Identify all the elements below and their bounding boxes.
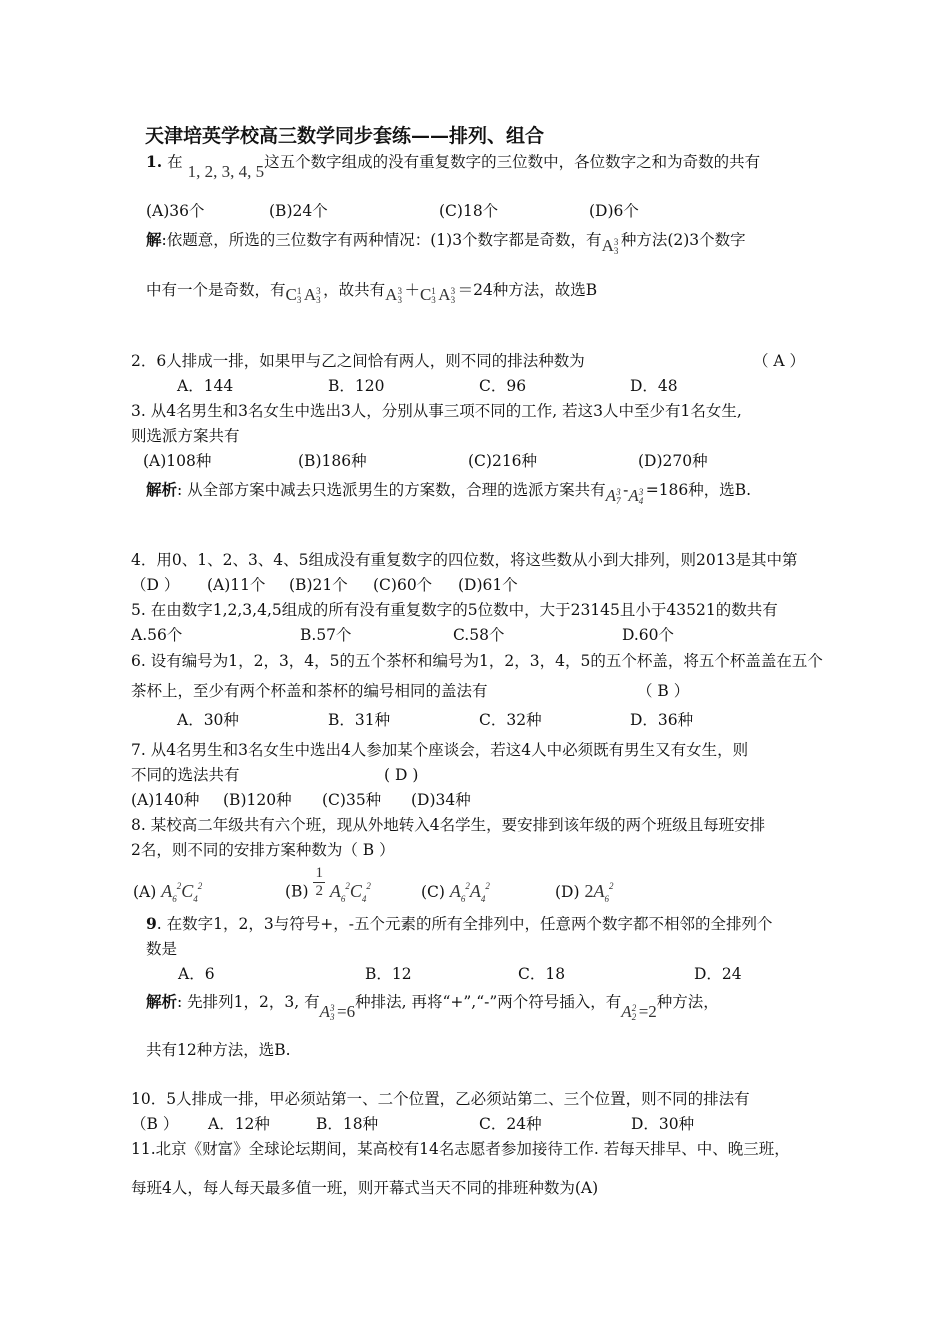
q6-option-a: A．30种	[177, 711, 239, 729]
q3-option-a: (A)108种	[143, 452, 212, 470]
q9-eq6: =6	[337, 1002, 356, 1021]
q10-option-b: B．18种	[316, 1115, 379, 1133]
q3-a43-formula: A 3 4	[628, 486, 644, 507]
q4-option-c: (C)60个	[373, 576, 433, 594]
q8-option-c	[421, 881, 555, 904]
q8-c-formula: $A_6^2A_4^2$	[449, 880, 490, 904]
q3-stem-line1: 3. 从4名男生和3名女生中选出3人，分别从事三项不同的工作, 若这3人中至少有1名女生,	[131, 402, 742, 420]
q3-sol-b: =186种，选B.	[645, 481, 752, 499]
q1-option-a: (A)36个	[146, 202, 205, 220]
q3-minus: -	[623, 481, 629, 499]
q6-stem-line2	[131, 681, 690, 701]
q3-solution-label: 解析	[146, 480, 178, 499]
q1-sol-1b: 种方法(2)3个数字	[620, 231, 746, 249]
q3-sol-a: : 从全部方案中减去只选派男生的方案数，合理的选派方案共有	[177, 481, 606, 499]
q2-options	[177, 376, 678, 396]
q10-option-a: A．12种	[208, 1115, 270, 1133]
q8-d-coefficient: 2	[584, 880, 594, 901]
q1-a33-sum-term: A 3 3	[385, 285, 402, 306]
q1-stem	[146, 152, 761, 181]
q9-options	[178, 964, 742, 984]
q7-stem-line2	[131, 765, 419, 785]
q5-option-a: A.56个	[131, 626, 183, 644]
q11-stem-line1: 11.北京《财富》全球论坛期间，某高校有14名志愿者参加接待工作. 若每天排早、中、晚三班，	[131, 1140, 790, 1158]
q4-stem: 4．用0、1、2、3、4、5组成没有重复数字的四位数，将这些数从小到大排列，则2013是其中第	[131, 551, 798, 569]
q5-option-c: C.58个	[453, 626, 505, 644]
q10-stem: 10．5人排成一排，甲必须站第一、二个位置，乙必须站第二、三个位置，则不同的排法有	[131, 1090, 750, 1108]
q9-a33-formula: A 3 3 =6	[319, 1002, 356, 1023]
q9-eq2: =2	[638, 1002, 657, 1021]
q8-frac-num: 1	[315, 865, 323, 881]
q2-option-b: B．120	[328, 377, 385, 395]
q6-option-b: B．31种	[328, 711, 391, 729]
q8-b-formula: $A_6^2C_4^2$	[329, 880, 371, 904]
q9-sol-c: 种方法，	[656, 993, 719, 1011]
q8-b-fraction	[313, 865, 325, 900]
page-title: 天津培英学校高三数学同步套练——排列、组合	[145, 125, 545, 147]
q8-d-formula: $2A_6^2$	[584, 880, 614, 904]
q4-answer: （D ）	[131, 576, 180, 594]
q2-option-a: A．144	[177, 377, 234, 395]
q10-options	[131, 1114, 694, 1134]
q5-option-b: B.57个	[300, 626, 352, 644]
q7-stem-line1: 7. 从4名男生和3名女生中选出4人参加某个座谈会，若这4人中必须既有男生又有女生，则	[131, 741, 749, 759]
q9-solution-line2: 共有12种方法，选B.	[146, 1041, 291, 1059]
q3-a73-formula: A 3 7	[605, 486, 621, 507]
q1-sol-1a: :依题意，所选的三位数字有两种情况：(1)3个数字都是奇数，有	[161, 231, 602, 249]
q2-option-c: C．96	[479, 377, 527, 395]
q8-option-b	[285, 865, 421, 910]
q10-option-d: D．30种	[631, 1115, 695, 1133]
q1-sol-2d: ＝24种方法，故选B	[457, 281, 598, 299]
q7-text: 不同的选法共有	[131, 766, 240, 784]
q11-stem-line2: 每班4人，每人每天最多值一班，则开幕式当天不同的排班种数为(A)	[131, 1179, 599, 1197]
q9-option-c: C．18	[518, 965, 566, 983]
q8-label-d: (D)	[555, 882, 580, 901]
q8-frac-den: 2	[315, 883, 323, 899]
q9-solution-label: 解析	[146, 992, 178, 1011]
q8-options	[133, 865, 614, 915]
q1-sol-2a: 中有一个是奇数，有	[146, 281, 286, 299]
q9-number: 9	[146, 914, 157, 933]
q3-option-b: (B)186种	[298, 452, 367, 470]
q9-a22-formula: A 2 2 =2	[621, 1002, 657, 1023]
q9-option-b: B．12	[365, 965, 412, 983]
q6-option-d: D．36种	[630, 711, 694, 729]
q7-option-d: (D)34种	[411, 791, 471, 809]
q1-post: 这五个数字组成的没有重复数字的三位数中，各位数字之和为奇数的共有	[264, 153, 761, 171]
q3-option-c: (C)216种	[468, 452, 538, 470]
q9-sol-b: 种排法, 再将“+”,“-”两个符号插入，有	[355, 993, 622, 1011]
q6-stem-line1: 6. 设有编号为1，2，3，4，5的五个茶杯和编号为1，2，3，4，5的五个杯盖，将五个杯盖盖在五个	[131, 652, 823, 670]
q4-option-a: (A)11个	[207, 576, 266, 594]
q1-solution-line1	[146, 230, 746, 257]
q3-solution	[146, 480, 752, 507]
q7-option-a: (A)140种	[131, 791, 200, 809]
q4-option-d: (D)61个	[458, 576, 518, 594]
q9-text-line1: . 在数字1，2，3与符号+，-五个元素的所有全排列中，任意两个数字都不相邻的全排列个	[156, 915, 773, 933]
q10-answer: （B ）	[131, 1115, 179, 1133]
q3-options	[143, 451, 708, 471]
q8-label-b: (B)	[285, 882, 309, 901]
q10-option-c: C．24种	[479, 1115, 542, 1133]
q8-stem-line1: 8. 某校高二年级共有六个班，现从外地转入4名学生，要安排到该年级的两个班级且每班安排	[131, 816, 766, 834]
q9-stem-line2: 数是	[146, 940, 178, 958]
q8-label-a: (A)	[133, 882, 157, 901]
q1-number: 1.	[146, 152, 163, 171]
q2-stem	[131, 351, 806, 371]
q9-option-d: D．24	[694, 965, 742, 983]
q9-solution-line1	[146, 992, 719, 1023]
q1-pre: 在	[167, 153, 183, 171]
q5-options	[131, 625, 674, 645]
q9-option-a: A．6	[178, 965, 215, 983]
q2-text: 2．6人排成一排，如果甲与乙之间恰有两人，则不同的排法种数为	[131, 352, 585, 370]
q1-c31a33-sum-term: C 1 3 A 3 3	[419, 285, 456, 306]
q1-digit-set: 1, 2, 3, 4, 5	[187, 162, 265, 181]
q1-sol-2b: ，故共有	[323, 281, 386, 299]
q8-stem-line2: 2名，则不同的安排方案种数为（ B ）	[131, 841, 395, 859]
q7-option-b: (B)120种	[223, 791, 292, 809]
q2-answer: （ A ）	[753, 352, 806, 370]
q7-option-c: (C)35种	[322, 791, 382, 809]
q1-solution-line2	[146, 280, 598, 306]
q1-option-b: (B)24个	[269, 202, 328, 220]
q1-c31a33-formula: C 1 3 A 3 3	[285, 285, 321, 306]
q9-sol-a: : 先排列1，2，3, 有	[177, 993, 320, 1011]
q6-answer: （ B ）	[637, 682, 690, 700]
q6-text: 茶杯上，至少有两个杯盖和茶杯的编号相同的盖法有	[131, 682, 488, 700]
q2-option-d: D．48	[630, 377, 678, 395]
q1-option-c: (C)18个	[439, 202, 499, 220]
q7-options	[131, 790, 471, 810]
q5-stem: 5. 在由数字1,2,3,4,5组成的所有没有重复数字的5位数中，大于23145且小于43521的数共有	[131, 601, 778, 619]
q8-option-a	[133, 881, 285, 904]
q3-stem-line2: 则选派方案共有	[131, 427, 240, 445]
q6-options	[177, 710, 693, 730]
q6-option-c: C．32种	[479, 711, 542, 729]
q1-option-d: (D)6个	[589, 202, 639, 220]
q5-option-d: D.60个	[622, 626, 675, 644]
q8-a-formula: $A_6^2C_4^2$	[161, 880, 203, 904]
q4-option-b: (B)21个	[289, 576, 348, 594]
q4-options	[131, 575, 518, 595]
q9-stem-line1	[146, 914, 772, 934]
q3-option-d: (D)270种	[638, 452, 708, 470]
q8-option-d	[555, 881, 613, 904]
q8-label-c: (C)	[421, 882, 445, 901]
q1-solution-label: 解	[146, 230, 162, 249]
q7-answer: ( D )	[384, 766, 419, 784]
q1-options	[146, 201, 639, 221]
q1-plus: ＋	[404, 281, 420, 299]
q1-a33-formula: A 3 3	[601, 236, 619, 257]
